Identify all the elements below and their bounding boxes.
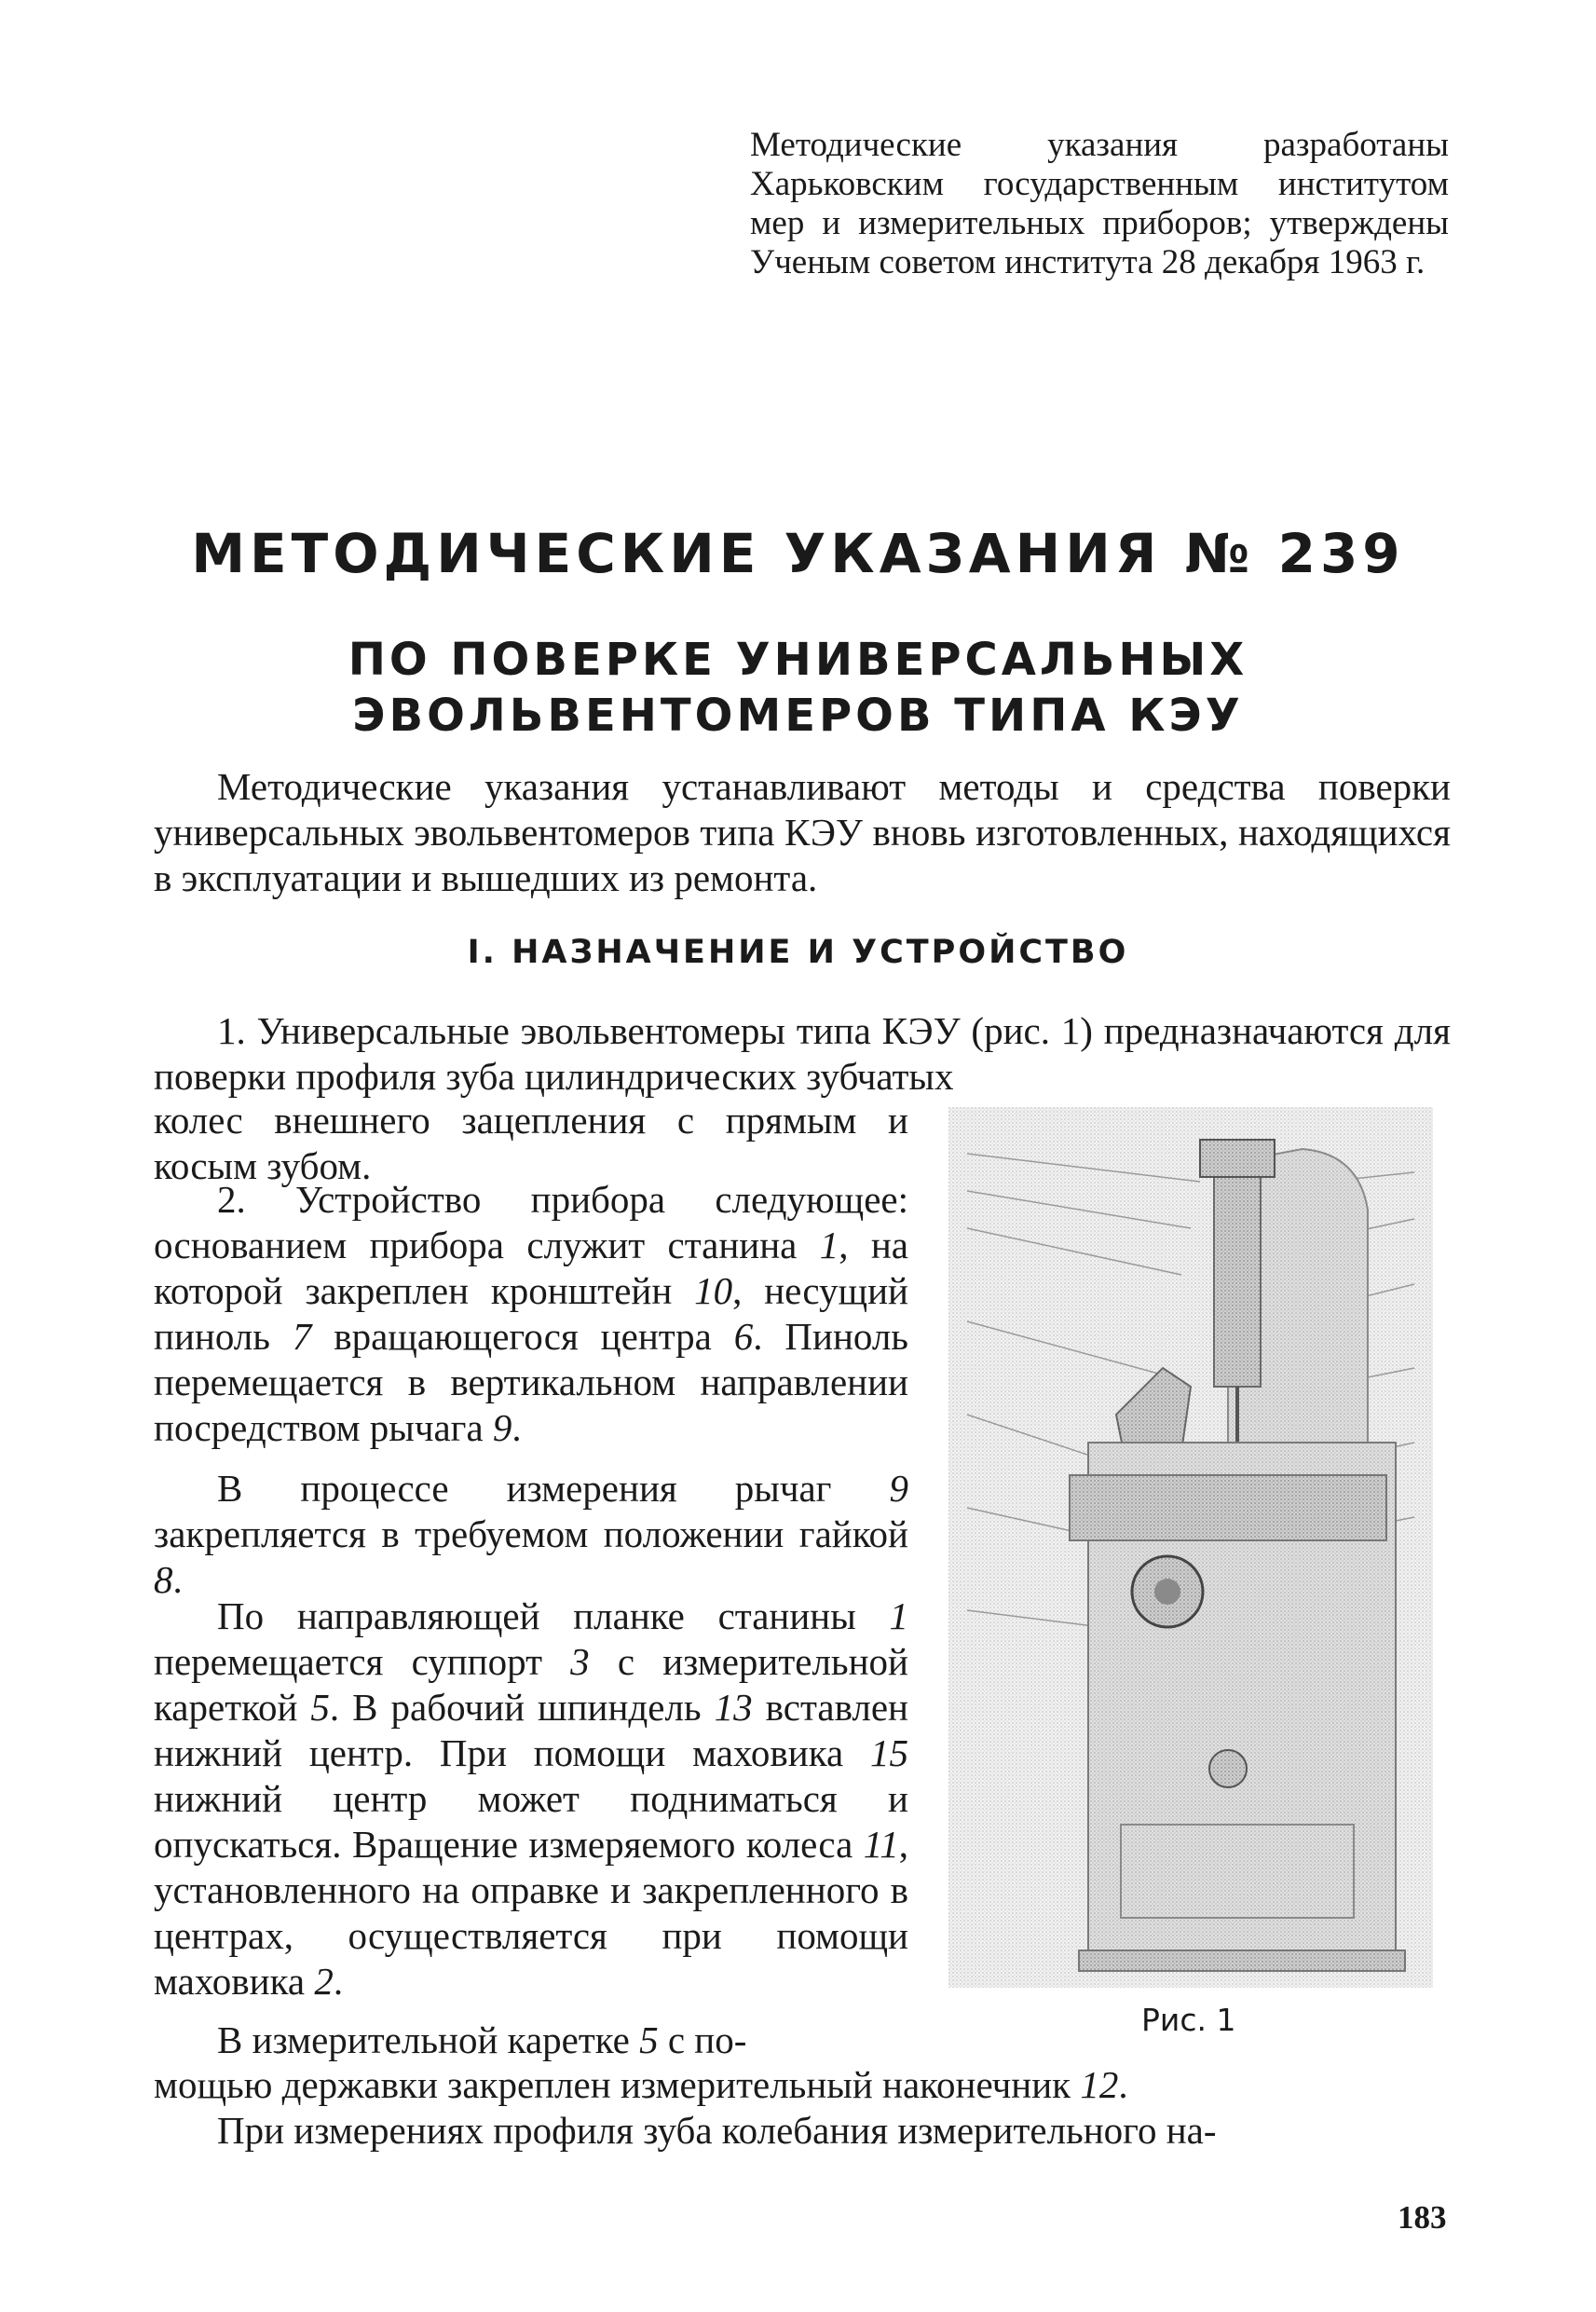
ref-number: 13 (714, 1686, 753, 1729)
ref-number: 7 (292, 1315, 312, 1358)
ref-number: 9 (889, 1467, 908, 1510)
approval-note: Методические указания разработаны Харьковским государственным институтом мер и измерительных приборов; утверждены Ученым советом института 28 декабря 1963 г. (750, 126, 1449, 281)
page-title: МЕТОДИЧЕСКИЕ УКАЗАНИЯ № 239 (191, 522, 1405, 585)
intro-paragraph: Методические указания устанавливают методы и средства поверки универсальных эвольвентомеров типа КЭУ вновь изготовленных, находящихся в эксплуатации и вышедших из ремонта. (154, 765, 1451, 899)
text-run: нижний центр может подниматься и опускаться. Вращение измеряемого колеса (154, 1777, 908, 1866)
paragraph-3 (154, 1466, 908, 1603)
ref-number: 11 (863, 1823, 899, 1866)
text-run: вращающегося центра (311, 1315, 734, 1358)
text-run: , несущий пиноль (154, 1269, 908, 1358)
lower-handwheel-shape (1209, 1750, 1247, 1787)
ref-number: 3 (570, 1640, 590, 1683)
ref-number: 1 (889, 1594, 908, 1637)
text-run: . (172, 1558, 183, 1601)
text-run: с измерительной кареткой (154, 1640, 908, 1729)
ref-number: 5 (310, 1686, 330, 1729)
paragraph-4 (154, 1594, 908, 2004)
paragraph-5-continued (154, 2062, 1451, 2108)
paragraph-2 (154, 1177, 908, 1451)
text-run: , на которой закреплен кронштейн (154, 1224, 908, 1312)
lower-panel (1121, 1825, 1354, 1918)
ref-number: 8 (154, 1558, 173, 1601)
device-illustration (948, 1107, 1433, 1988)
carriage-shape (1070, 1475, 1386, 1540)
ref-number: 6 (733, 1315, 754, 1358)
page-number: 183 (1398, 2199, 1447, 2236)
text-run: с по- (658, 2018, 747, 2061)
paragraph-1-continued: колес внешнего зацепления с прямым и косым зубом. (154, 1099, 908, 1187)
pinole-shape (1214, 1144, 1261, 1387)
text-run: перемещается суппорт (154, 1640, 571, 1683)
ref-number: 1 (819, 1224, 839, 1266)
ref-number: 10 (694, 1269, 733, 1312)
text-run: . Пиноль перемещается в вертикальном направлении посредством рычага (154, 1315, 909, 1449)
ref-number: 9 (492, 1406, 512, 1449)
figure-1-device-photo (948, 1107, 1433, 1988)
ref-number: 15 (870, 1731, 908, 1774)
text-run: . (512, 1406, 522, 1449)
ref-number: 2 (314, 1960, 334, 2003)
text-run: . В рабочий шпиндель (329, 1686, 715, 1729)
text-run: , установленного на оправке и закрепленного в центрах, осуществляется при помощи маховика (154, 1823, 908, 2003)
paragraph-5 (154, 2018, 908, 2063)
text-run: мощью державки закреплен измерительный наконечник (154, 2063, 1081, 2106)
subtitle-line-1: ПО ПОВЕРКЕ УНИВЕРСАЛЬНЫХ (348, 634, 1248, 686)
text-run: закрепляется в требуемом положении гайкой (154, 1512, 908, 1555)
figure-caption: Рис. 1 (1141, 2002, 1236, 2038)
ref-number: 12 (1080, 2063, 1119, 2106)
paragraph-6: При измерениях профиля зуба колебания измерительного на- (217, 2109, 1217, 2152)
ref-number: 5 (639, 2018, 659, 2061)
upper-center-head (1200, 1140, 1275, 1177)
text-run: В измерительной каретке (217, 2018, 640, 2061)
text-run: В процессе измерения рычаг (217, 1467, 890, 1510)
base-plinth (1079, 1950, 1405, 1971)
text-run: 2. Устройство прибора следующее: основанием прибора служит станина (154, 1178, 908, 1266)
text-run: . (1118, 2063, 1128, 2106)
section-heading: I. НАЗНАЧЕНИЕ И УСТРОЙСТВО (467, 934, 1129, 971)
paragraph-1: 1. Универсальные эвольвентомеры типа КЭУ (рис. 1) предназначаются для поверки профиля зуба цилиндрических зубчатых (154, 1009, 1451, 1098)
page-subtitle (0, 632, 1596, 744)
text-run: По направляющей планке станины (217, 1594, 890, 1637)
text-run: вставлен нижний центр. При помощи маховика (154, 1686, 908, 1774)
text-run: . (333, 1960, 344, 2003)
subtitle-line-2: ЭВОЛЬВЕНТОМЕРОВ ТИПА КЭУ (352, 690, 1244, 742)
